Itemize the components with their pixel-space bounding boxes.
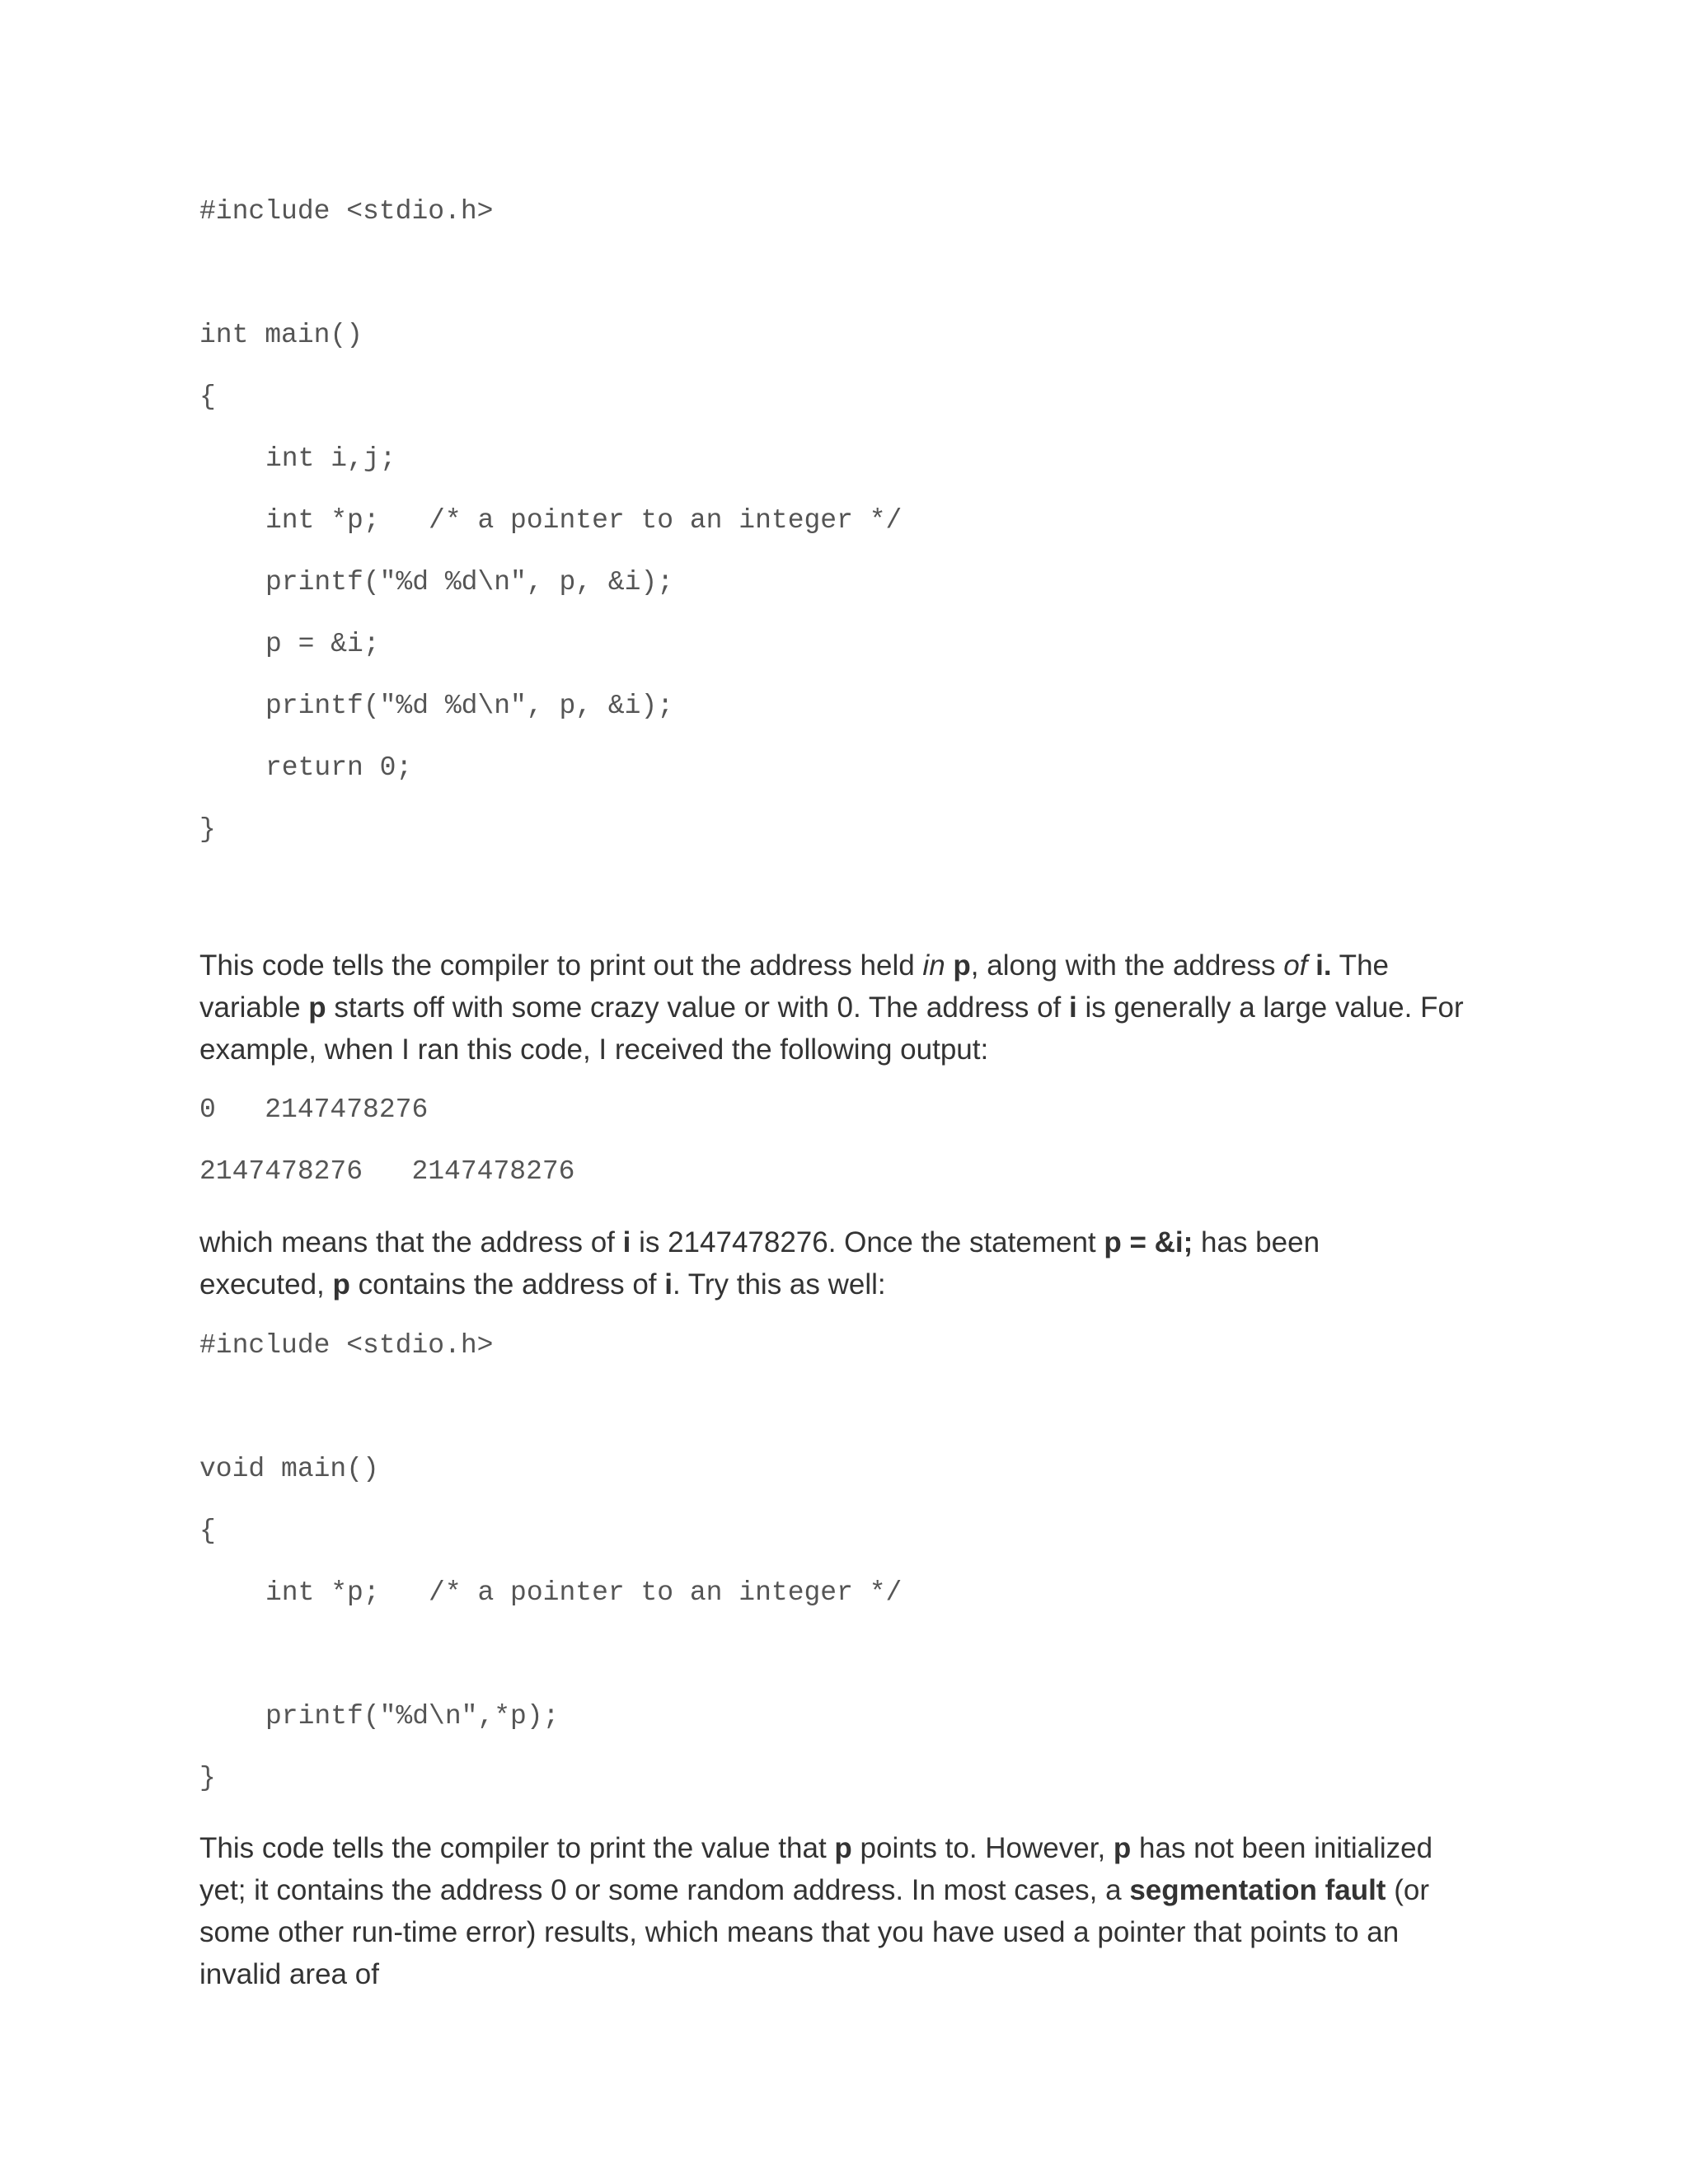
- code-line: }: [199, 1763, 216, 1793]
- code-line: printf("%d %d\n", p, &i);: [265, 567, 674, 598]
- code-line: #include <stdio.h>: [199, 196, 494, 227]
- text-span-bold: i: [1069, 991, 1077, 1024]
- text-span: contains the address of: [349, 1268, 665, 1301]
- text-span-bold: p: [834, 1832, 852, 1864]
- code-line: void main(): [199, 1454, 379, 1484]
- paragraph-3: [199, 1827, 1485, 1995]
- text-span-italic: in: [922, 949, 945, 982]
- text-span: has been: [1193, 1226, 1320, 1258]
- text-span-bold: p = &i;: [1104, 1226, 1193, 1258]
- code-line: int *p; /* a pointer to an integer */: [265, 505, 903, 536]
- text-span: [1307, 949, 1315, 982]
- text-span: which means that the address of: [199, 1226, 623, 1258]
- code-line: int *p; /* a pointer to an integer */: [265, 1577, 903, 1608]
- code-line: int i,j;: [265, 443, 396, 474]
- text-span-bold: i: [622, 1226, 631, 1258]
- text-span: is generally a large value. For example, when I ran this code, I received the following output:: [199, 991, 1464, 1066]
- text-span: is 2147478276. Once the statement: [631, 1226, 1104, 1258]
- text-span-italic: of: [1283, 949, 1308, 982]
- code-line: {: [199, 382, 216, 412]
- code-line: #include <stdio.h>: [199, 1330, 494, 1361]
- text-span: This code tells the compiler to print the value that: [199, 1832, 835, 1864]
- text-span: executed,: [199, 1268, 333, 1301]
- code-line: {: [199, 1516, 216, 1546]
- text-span: starts off with some crazy value or with 0. The address of: [326, 991, 1070, 1024]
- code-line: p = &i;: [265, 629, 380, 659]
- code-line: printf("%d\n",*p);: [265, 1701, 560, 1732]
- code-line: int main(): [199, 320, 363, 350]
- text-span: , along with the address: [970, 949, 1284, 982]
- code-line: printf("%d %d\n", p, &i);: [265, 691, 674, 721]
- output-line: 0 2147478276: [199, 1094, 429, 1125]
- text-span-bold: p: [332, 1268, 350, 1301]
- output-line: 2147478276 2147478276: [199, 1156, 575, 1187]
- text-span: [945, 949, 954, 982]
- text-span-bold: i.: [1315, 949, 1332, 982]
- code-line: return 0;: [265, 752, 413, 783]
- text-span-bold: segmentation fault: [1129, 1874, 1386, 1906]
- code-line: }: [199, 814, 216, 845]
- paragraph-1: [199, 944, 1485, 1071]
- text-span-bold: p: [953, 949, 971, 982]
- text-span: has not been initialized yet; it contains the address 0 or some random address. In most cases, a: [199, 1832, 1433, 1906]
- text-span-bold: p: [1113, 1832, 1132, 1864]
- text-span: The variable: [199, 949, 1389, 1024]
- text-span-bold: p: [308, 991, 326, 1024]
- text-span: . Try this as well:: [672, 1268, 886, 1301]
- paragraph-2: [199, 1221, 1485, 1305]
- text-span-bold: i: [664, 1268, 673, 1301]
- text-span: This code tells the compiler to print out the address held: [199, 949, 923, 982]
- text-span: points to. However,: [851, 1832, 1114, 1864]
- text-span: (or some other run-time error) results, which means that you have used a pointer that points to an invalid area of: [199, 1874, 1429, 1990]
